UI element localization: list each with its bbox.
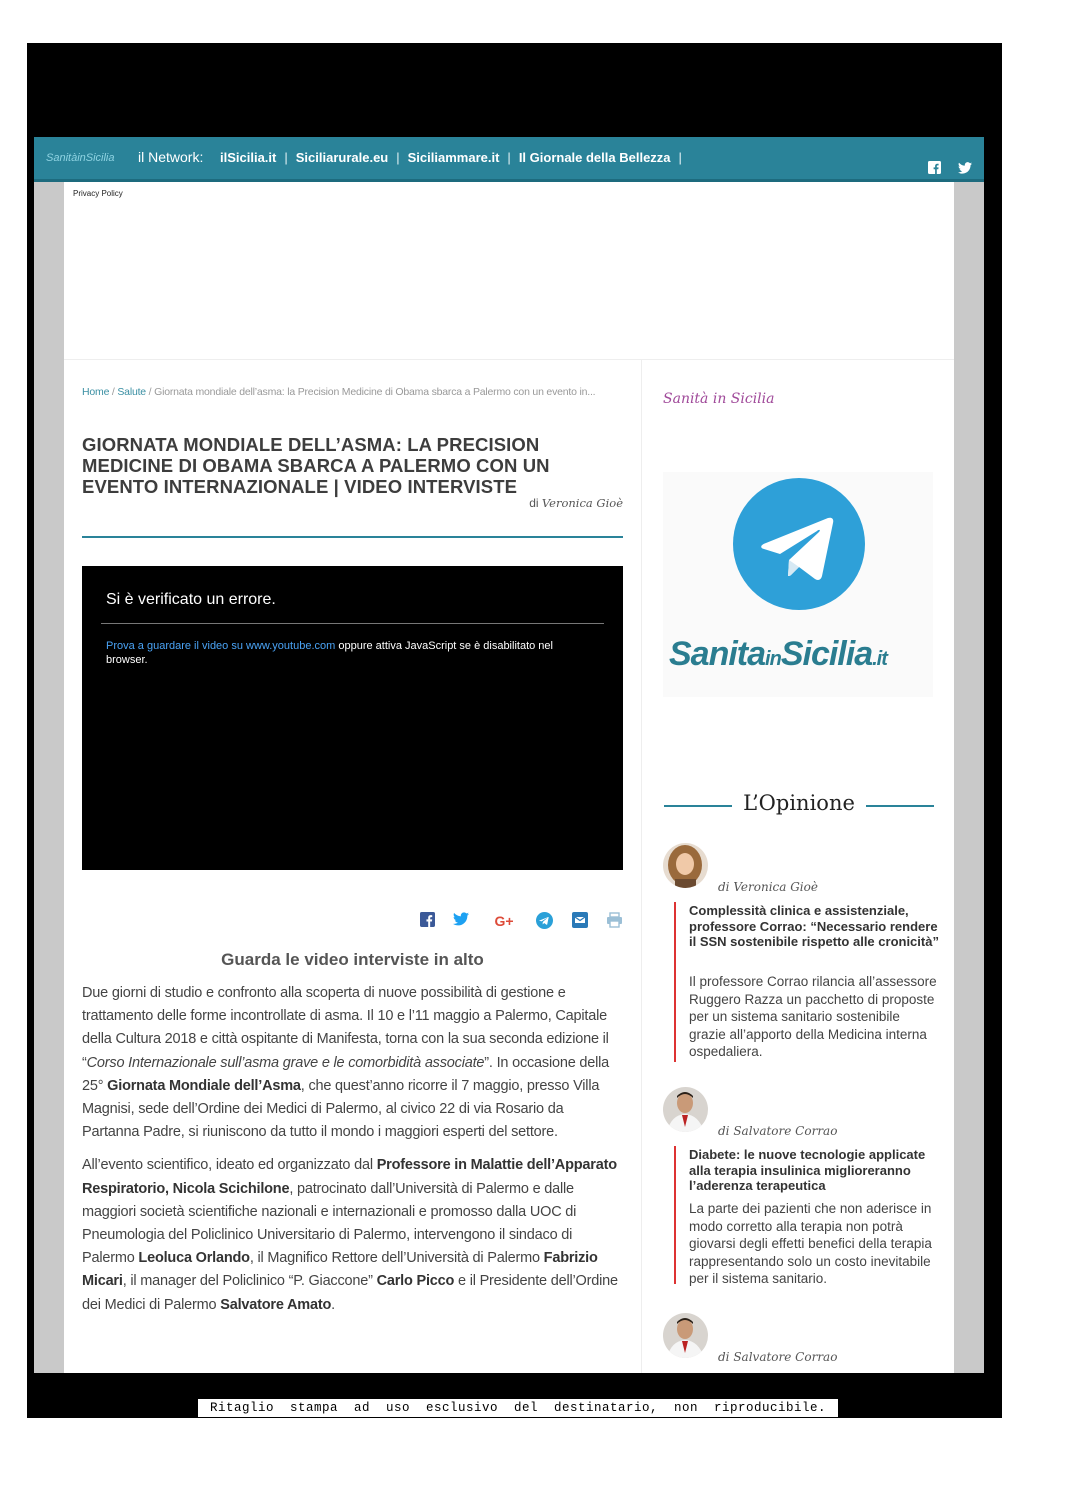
paragraph: Due giorni di studio e confronto alla scoperta di nuove possibilità di gestione e trattamento delle forme incontrollate di asma. Il 10 e l’11 maggio a Palermo, Capitale della Cultura 2018 e città ospitante di Manifesta, torna con la sua seconda edizione il “Corso Internazionale sull’asma grave e le comorbidità associate”. In occasione della 25° Giornata Mondiale dell’Asma, che quest’anno ricorre il 7 maggio, presso Villa Magnisi, sede dell’Ordine dei Medici di Palermo, al civico 22 di via Rosario da Partanna Padre, si riuniscono da tutto il mondo i maggiori esperti del settore. — [82, 985, 610, 1141]
content-area — [64, 182, 954, 1373]
avatar — [663, 843, 708, 888]
web-page — [34, 137, 984, 1373]
article-byline: di Veronica Gioè — [529, 496, 623, 510]
opinion-excerpt: La parte dei pazienti che non aderisce in modo corretto alla terapia non potrà giovarsi degli effetti benefici della terapia rappresentando solo un costo inevitabile per il sistema sanitario. — [689, 1201, 932, 1287]
network-link-giornale-bellezza[interactable]: Il Giornale della Bellezza — [518, 150, 671, 165]
breadcrumb-home[interactable]: Home — [82, 386, 110, 398]
google-plus-icon[interactable]: G+ — [494, 913, 514, 929]
social-links — [914, 161, 972, 177]
video-error-text: Si è verificato un errore. — [106, 591, 276, 608]
privacy-policy-link[interactable]: Privacy Policy — [73, 189, 123, 198]
site-logo[interactable]: SanitàinSicilia — [46, 152, 115, 164]
opinion-heading — [664, 791, 934, 821]
network-label: il Network: — [138, 149, 204, 165]
print-icon[interactable] — [605, 912, 623, 930]
network-link-siciliarurale[interactable]: Siciliarurale.eu — [295, 150, 389, 165]
avatar — [663, 1313, 708, 1358]
press-clipping-note: Ritaglio stampa ad uso esclusivo del destinatario, non riproducibile. — [198, 1399, 838, 1417]
breadcrumb-current: Giornata mondiale dell’asma: la Precision Medicine di Obama sbarca a Palermo con un evento in... — [154, 386, 596, 398]
opinion-author[interactable]: di Salvatore Corrao — [718, 1350, 838, 1364]
opinion-title[interactable]: Diabete: le nuove tecnologie applicate alla terapia insulinica miglioreranno l’aderenza terapeutica — [689, 1147, 926, 1193]
opinion-title[interactable]: Complessità clinica e assistenziale, professore Corrao: “Necessario rendere il SSN sostenibile rispetto alle cronicità” — [689, 903, 939, 949]
title-rule — [82, 536, 623, 538]
opinion-author[interactable]: di Veronica Gioè — [718, 880, 818, 894]
network-bar — [34, 137, 984, 182]
paragraph: All’evento scientifico, ideato ed organizzato dal Professore in Malattie dell’Apparato Respiratorio, Nicola Scichilone, patrocinato dall’Università di Palermo e dalle maggiori società scientifiche nazionali e internazionali e promosso dalla UOC di Pneumologia del Policlinico Universitario di Palermo, intervengono il sindaco di Palermo Leoluca Orlando, il Magnifico Rettore dell’Università di Palermo Fabrizio Micari, il manager del Policlinico “P. Giaccone” Carlo Picco e il Presidente dell’Ordine dei Medici di Palermo Salvatore Amato. — [82, 1157, 618, 1313]
video-player[interactable] — [82, 566, 623, 870]
opinion-heading-title: L’Opinione — [743, 791, 855, 815]
telegram-promo-banner[interactable] — [663, 472, 933, 697]
twitter-icon[interactable] — [452, 912, 470, 930]
opinion-excerpt: Il professore Corrao rilancia all’assessore Ruggero Razza un pacchetto di proposte per un sistema sanitario sostenibile grazie all’apporto della Medicina interna ospedaliera. — [689, 974, 937, 1060]
video-error-message: Prova a guardare il video su www.youtube.com oppure attiva JavaScript se è disabilitato nel browser. — [106, 640, 553, 666]
network-link-siciliammare[interactable]: Siciliammare.it — [407, 150, 500, 165]
article-subtitle: Guarda le video interviste in alto — [221, 950, 484, 969]
telegram-icon[interactable] — [535, 912, 553, 930]
article-body — [82, 982, 623, 1327]
twitter-icon[interactable] — [958, 162, 972, 177]
breadcrumb-section[interactable]: Salute — [117, 386, 146, 398]
sidebar-title[interactable]: Sanità in Sicilia — [663, 391, 775, 407]
opinion-author[interactable]: di Salvatore Corrao — [718, 1124, 838, 1138]
promo-brand: SanitainSicilia.it — [669, 635, 887, 673]
avatar — [663, 1087, 708, 1132]
email-icon[interactable] — [571, 912, 589, 930]
network-links: ilSicilia.it | Siciliarurale.eu | Siciliammare.it | Il Giornale della Bellezza | — [220, 150, 682, 165]
column-divider — [641, 359, 642, 1373]
video-divider — [101, 623, 604, 624]
article-author[interactable]: Veronica Gioè — [541, 496, 623, 510]
breadcrumb: Home / Salute / Giornata mondiale dell’asma: la Precision Medicine di Obama sbarca a Palermo con un evento in... — [82, 386, 596, 398]
youtube-link[interactable]: Prova a guardare il video su www.youtube.com — [106, 640, 336, 652]
article-title: GIORNATA MONDIALE DELL’ASMA: LA PRECISION MEDICINE DI OBAMA SBARCA A PALERMO CON UN EVENTO INTERNAZIONALE | VIDEO INTERVISTE — [82, 434, 550, 497]
share-bar — [82, 912, 623, 934]
facebook-icon[interactable] — [418, 912, 436, 930]
facebook-icon[interactable] — [928, 161, 941, 177]
network-link-ilsicilia[interactable]: ilSicilia.it — [220, 150, 277, 165]
divider — [64, 359, 954, 360]
